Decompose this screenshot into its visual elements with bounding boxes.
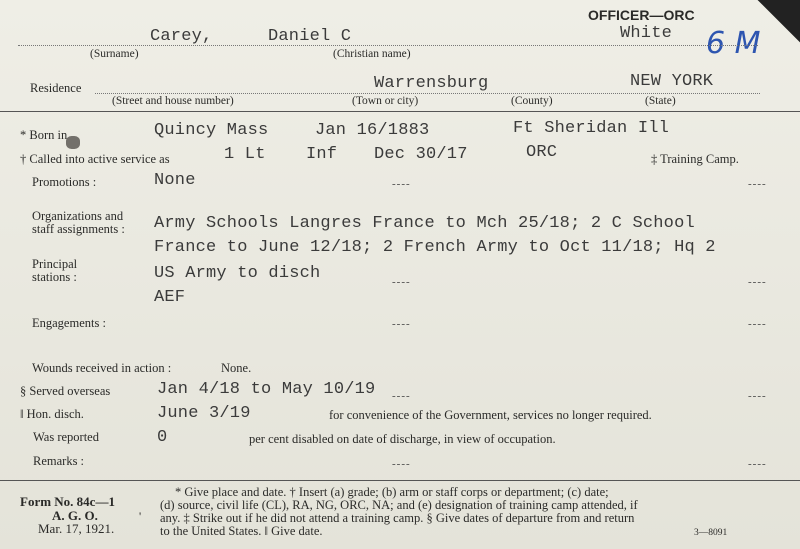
officer-type-label: OFFICER—ORC	[588, 7, 695, 23]
engagements-label: Engagements :	[32, 316, 106, 330]
wounds-value: None.	[221, 361, 252, 375]
handwritten-mark: 6 M	[706, 26, 761, 61]
discharge-label: ‖ Hon. disch.	[20, 407, 84, 421]
discharge-note: for convenience of the Government, services no longer required.	[329, 408, 652, 422]
called-corps-value: ORC	[526, 143, 558, 162]
residence-line	[95, 93, 760, 94]
called-label: † Called into active service as	[20, 152, 170, 166]
tick-mark: '	[139, 509, 142, 523]
dash-mark: ----	[392, 458, 411, 470]
ink-smudge	[66, 136, 80, 149]
born-date-value: Jan 16/1883	[315, 121, 430, 140]
footnote-line-3: any. ‡ Strike out if he did not attend a training camp. § Give dates of departure from and return	[160, 511, 635, 525]
footer-divider	[0, 480, 800, 481]
organizations-line-4: AEF	[154, 288, 186, 307]
organizations-label-1: Organizations and	[32, 209, 124, 223]
dash-mark: ----	[392, 318, 411, 330]
state-caption: (State)	[645, 95, 676, 107]
organizations-line-3: US Army to disch	[154, 264, 321, 283]
residence-town-value: Warrensburg	[374, 74, 489, 93]
dash-mark: ----	[392, 178, 411, 190]
footnote-line-4: to the United States. ‖ Give date.	[160, 524, 323, 538]
section-divider	[0, 111, 800, 112]
card-corner-shadow	[758, 0, 800, 42]
dash-mark: ----	[748, 318, 767, 330]
christian-name-caption: (Christian name)	[333, 48, 411, 60]
dash-mark: ----	[748, 178, 767, 190]
footnote-line-2: (d) source, civil life (CL), RA, NG, ORC, NA; and (e) designation of training camp attended, if	[160, 498, 638, 512]
principal-label-2: stations :	[32, 270, 77, 284]
town-caption: (Town or city)	[352, 95, 419, 107]
organizations-label-2: staff assignments :	[32, 222, 125, 236]
county-caption: (County)	[511, 95, 553, 107]
called-branch-value: Inf	[306, 145, 338, 164]
name-line	[18, 45, 758, 46]
overseas-value: Jan 4/18 to May 10/19	[157, 380, 376, 399]
christian-name-value: Daniel C	[268, 27, 352, 46]
called-rank-value: 1 Lt	[224, 145, 266, 164]
dash-mark: ----	[392, 276, 411, 288]
reported-label: Was reported	[33, 430, 99, 444]
training-camp-label: ‡ Training Camp.	[651, 152, 739, 166]
organizations-line-1: Army Schools Langres France to Mch 25/18; 2 C School	[154, 214, 695, 233]
form-date: Mar. 17, 1921.	[38, 521, 115, 536]
promotions-label: Promotions :	[32, 175, 97, 189]
born-label: * Born in	[20, 128, 68, 142]
surname-value: Carey,	[150, 27, 213, 46]
discharge-value: June 3/19	[157, 404, 251, 423]
dash-mark: ----	[748, 390, 767, 402]
born-place2-value: Ft Sheridan Ill	[513, 119, 670, 138]
principal-label-1: Principal	[32, 257, 78, 271]
footnote-line-1: * Give place and date. † Insert (a) grade; (b) arm or staff corps or department; (c) date;	[175, 485, 609, 499]
print-code: 3—8091	[694, 528, 728, 538]
residence-label: Residence	[30, 81, 82, 95]
overseas-label: § Served overseas	[20, 384, 111, 398]
dash-mark: ----	[748, 276, 767, 288]
wounds-label: Wounds received in action :	[32, 361, 172, 375]
born-place-value: Quincy Mass	[154, 121, 269, 140]
dash-mark: ----	[392, 390, 411, 402]
promotions-value: None	[154, 171, 196, 190]
reported-value: 0	[157, 428, 168, 447]
residence-state-value: NEW YORK	[630, 72, 714, 91]
surname-caption: (Surname)	[90, 48, 139, 60]
race-value: White	[620, 24, 673, 43]
organizations-line-2: France to June 12/18; 2 French Army to Oct 11/18; Hq 2	[154, 238, 716, 257]
called-date-value: Dec 30/17	[374, 145, 468, 164]
street-caption: (Street and house number)	[112, 95, 234, 107]
form-ago: A. G. O.	[52, 508, 98, 523]
dash-mark: ----	[748, 458, 767, 470]
form-number: Form No. 84c—1	[20, 494, 115, 509]
remarks-label: Remarks :	[33, 454, 85, 468]
reported-note: per cent disabled on date of discharge, in view of occupation.	[249, 432, 556, 446]
